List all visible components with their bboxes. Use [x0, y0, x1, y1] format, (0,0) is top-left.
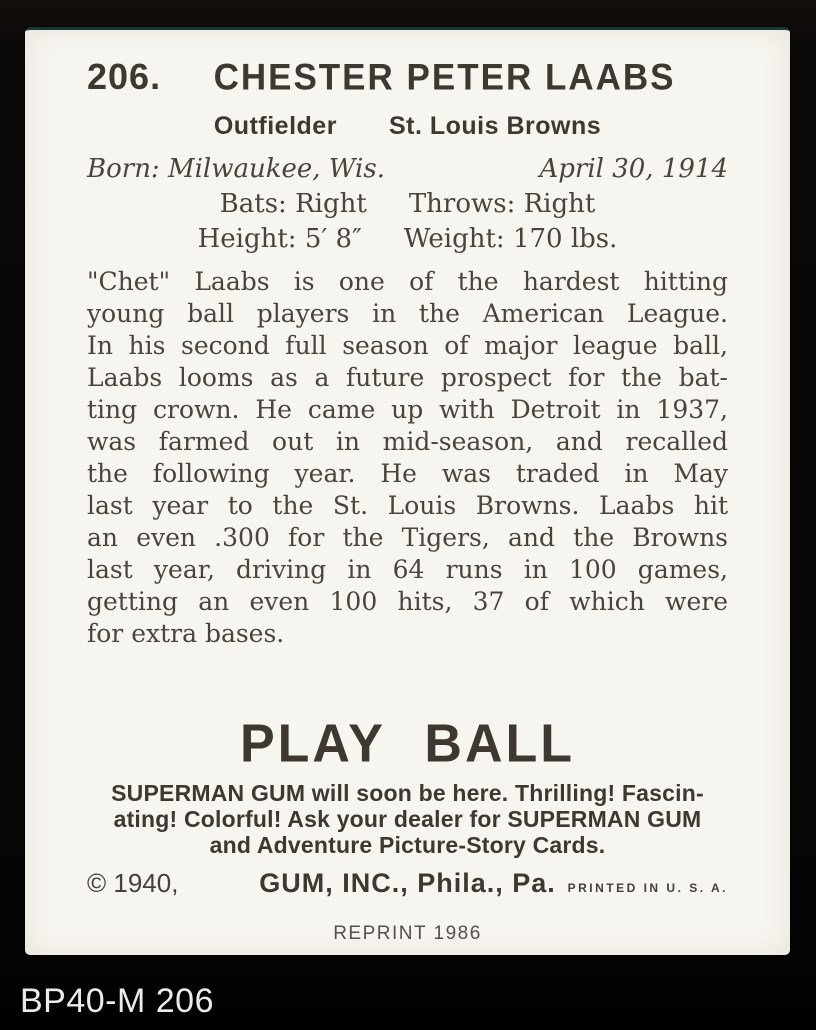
born-place: Born: Milwaukee, Wis. — [87, 154, 385, 184]
throws-value: Throws: Right — [408, 189, 596, 219]
player-bio — [87, 266, 728, 650]
ad-line: SUPERMAN GUM will soon be here. Thrilling! Fascin- — [111, 780, 704, 806]
weight-value: Weight: 170 lbs. — [403, 224, 618, 254]
bio-line: getting an even 100 hits, 37 of which were — [87, 587, 728, 616]
bio-line: for extra bases. — [87, 619, 285, 648]
ad-line: and Adventure Picture-Story Cards. — [209, 832, 606, 858]
vital-stats — [87, 154, 728, 254]
copyright-row — [87, 868, 728, 899]
printed-in-usa: PRINTED IN U. S. A. — [567, 881, 728, 895]
bio-line: an even .300 for the Tigers, and the Browns — [87, 523, 728, 552]
card-content — [25, 30, 790, 945]
height-value: Height: 5′ 8″ — [197, 224, 362, 254]
card-header — [87, 56, 728, 98]
superman-gum-ad — [87, 780, 728, 858]
player-team: St. Louis Browns — [388, 112, 602, 140]
reprint-notice: REPRINT 1986 — [333, 923, 482, 944]
catalog-caption: BP40-M 206 — [20, 982, 214, 1020]
position-team-row — [87, 112, 728, 141]
card-number: 206. — [87, 56, 162, 97]
bats-throws-row — [87, 189, 728, 219]
play-ball-logo: PLAY BALL — [239, 713, 576, 775]
bio-line: young ball players in the American League. — [87, 299, 728, 328]
publisher-name: GUM, INC., Phila., Pa. — [259, 868, 556, 898]
bio-line: ting crown. He came up with Detroit in 1937, — [87, 395, 728, 424]
player-position: Outfielder — [213, 112, 337, 140]
bio-line: was farmed out in mid-season, and recalled — [87, 427, 728, 456]
trading-card-back — [25, 27, 790, 955]
ad-line: ating! Colorful! Ask your dealer for SUPERMAN GUM — [113, 806, 702, 832]
bio-line: last year, driving in 64 runs in 100 games, — [87, 555, 728, 584]
birth-date: April 30, 1914 — [539, 154, 728, 184]
bio-line: In his second full season of major league ball, — [87, 331, 728, 360]
bio-line: "Chet" Laabs is one of the hardest hitting — [87, 267, 728, 296]
bio-line: last year to the St. Louis Browns. Laabs hit — [87, 491, 728, 520]
height-weight-row — [87, 224, 728, 254]
bats-value: Bats: Right — [219, 189, 367, 219]
born-row — [87, 154, 728, 184]
bio-line: the following year. He was traded in May — [87, 459, 728, 488]
player-name: CHESTER PETER LAABS — [213, 57, 676, 98]
bio-line: Laabs looms as a future prospect for the bat- — [87, 363, 728, 392]
copyright-year: © 1940, — [87, 868, 179, 898]
